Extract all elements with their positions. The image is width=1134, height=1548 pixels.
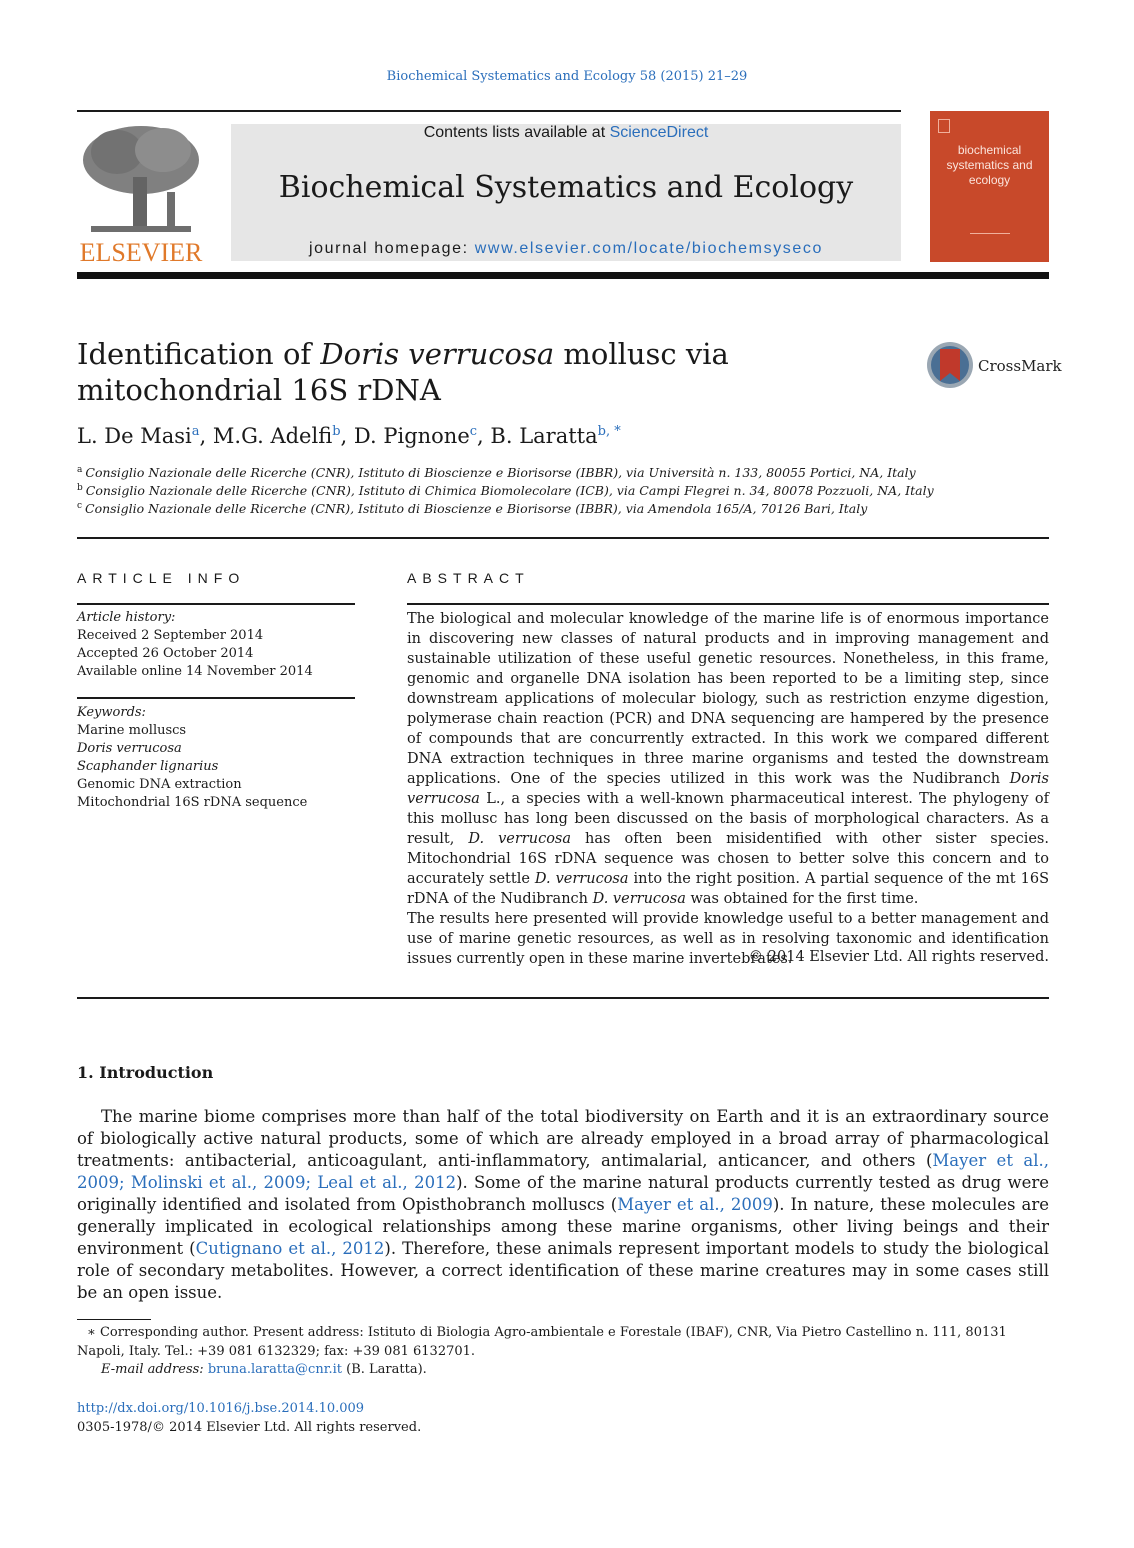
article-history	[77, 609, 355, 681]
history-label: Article history:	[77, 610, 176, 625]
accepted-date: Accepted 26 October 2014	[77, 646, 254, 661]
affiliation: $^b$ Consiglio Nazionale delle Ricerche (CNR), Istituto di Chimica Biomolecolare (ICB), via Campi Flegrei n. 34, 80078 Pozzuoli, NA, Italy	[77, 483, 934, 499]
cover-logo-icon	[938, 119, 950, 133]
keyword: Mitochondrial 16S rDNA sequence	[77, 795, 308, 810]
keywords-rule	[77, 697, 355, 699]
author-affil-mark[interactable]: b	[332, 424, 341, 439]
issn-line: 0305-1978/© 2014 Elsevier Ltd. All rights reserved.	[77, 1419, 422, 1435]
corresponding-author-note: ∗ Corresponding author. Present address: Istituto di Biologia Agro-ambientale e Forestale (IBAF), CNR, Via Pietro Castellino n. 111, 80131 Napoli, Italy. Tel.: +39 081 6132329; fax: +39 081 6132701.	[77, 1325, 1007, 1359]
keyword: Marine molluscs	[77, 723, 187, 738]
keywords-label: Keywords:	[77, 705, 146, 720]
crossmark-icon	[926, 341, 974, 389]
keyword: Genomic DNA extraction	[77, 777, 242, 792]
crossmark-label: CrossMark	[978, 357, 1062, 375]
publisher-logo-text: ELSEVIER	[79, 238, 203, 267]
author-affil-mark[interactable]: a	[191, 424, 200, 439]
crossmark-button[interactable]	[926, 341, 1062, 391]
intro-paragraph: The marine biome comprises more than half of the total biodiversity on Earth and it is an extraordinary source of biologically active natural products, some of which are already employed in a broad array of pharmacological treatments: antibacterial, anticoagulant, anti-inflammatory, antimalarial, anticancer, and others (Mayer et al., 2009; Molinski et al., 2009; Leal et al., 2012). Some of the marine natural products currently tested as drug were originally identified and isolated from Opisthobranch molluscs (Mayer et al., 2009). In nature, these molecules are generally implicated in ecological relationships among these marine organisms, other living beings and their environment (Cutignano et al., 2012). Therefore, these animals represent important models to study the biological role of secondary metabolites. However, a correct identification of these marine creatures may in some cases still be an open issue.	[77, 1107, 1050, 1302]
citation-link[interactable]: Mayer et al., 2009	[617, 1195, 773, 1214]
sciencedirect-link[interactable]: ScienceDirect	[609, 124, 709, 141]
author-affil-mark[interactable]: b, *	[597, 424, 621, 439]
intro-heading: 1. Introduction	[77, 1063, 214, 1082]
cover-title: biochemical systematics and ecology	[946, 143, 1033, 187]
footnote	[77, 1324, 1049, 1380]
header-rule	[77, 110, 901, 112]
affiliation: $^c$ Consiglio Nazionale delle Ricerche (CNR), Istituto di Bioscienze e Biorisorse (IBBR), via Amendola 165/A, 70126 Bari, Italy	[77, 501, 868, 517]
keyword: Doris verrucosa	[77, 741, 182, 756]
abstract-rule	[407, 603, 1049, 605]
online-date: Available online 14 November 2014	[77, 664, 313, 679]
doi-block	[77, 1400, 421, 1437]
citation-link[interactable]: Mayer et al., 2009; Molinski et al., 2009; Leal et al., 2012	[77, 1151, 1049, 1192]
abstract-paragraph: The results here presented will provide knowledge useful to a better management and use of marine genetic resources, as well as in resolving taxonomic and identification issues currently open in these marine invertebrates.	[407, 911, 1049, 967]
keyword: Scaphander lignarius	[77, 759, 219, 774]
email-line: E-mail address: bruna.laratta@cnr.it (B. Laratta).	[101, 1362, 427, 1377]
doi-link[interactable]: http://dx.doi.org/10.1016/j.bse.2014.10.009	[77, 1401, 365, 1416]
citation-link[interactable]: Cutignano et al., 2012	[195, 1239, 385, 1258]
homepage-line	[231, 240, 901, 258]
journal-cover[interactable]	[930, 111, 1049, 262]
section-rule	[77, 537, 1049, 539]
keywords	[77, 704, 355, 812]
footnote-rule	[77, 1319, 151, 1320]
article-info-heading: ARTICLE INFO	[77, 570, 246, 586]
abstract-body	[407, 609, 1049, 969]
article-info-rule	[77, 603, 355, 605]
contents-prefix: Contents lists available at	[423, 124, 610, 141]
author-name[interactable]: D. Pignone	[353, 424, 470, 448]
paper-title: Identification of Doris verrucosa mollusc via mitochondrial 16S rDNA	[77, 337, 729, 407]
section-rule	[77, 997, 1049, 999]
homepage-link[interactable]: www.elsevier.com/locate/biochemsyseco	[474, 240, 823, 257]
author-list: L. De Masi$^a$, M.G. Adelfi$^b$, D. Pignone$^c$, B. Laratta$^{b, *}$	[77, 424, 621, 448]
email-link[interactable]: bruna.laratta@cnr.it	[207, 1362, 343, 1377]
journal-citation[interactable]: Biochemical Systematics and Ecology 58 (2015) 21–29	[386, 69, 748, 84]
abstract-copyright: © 2014 Elsevier Ltd. All rights reserved.	[748, 949, 1049, 965]
abstract-paragraph: The biological and molecular knowledge of the marine life is of enormous importance in discovering new classes of natural products and in improving management and sustainable utilization of these useful genetic resources. Nonetheless, in this frame, genomic and organelle DNA isolation has been reported to be a limiting step, since downstream applications of molecular biology, such as restriction enzyme digestion, polymerase chain reaction (PCR) and DNA sequencing are hampered by the presence of compounds that are concurrently extracted. In this work we compared different DNA extraction techniques in three marine organisms and tested the downstream applications. One of the species utilized in this work was the Nudibranch Doris verrucosa L., a species with a well-known pharmaceutical interest. The phylogeny of this mollusc has long been discussed on the basis of morphological characters. As a result, D. verrucosa has often been misidentified with other sister species. Mitochondrial 16S rDNA sequence was chosen to better solve this concern and to accurately settle D. verrucosa into the right position. A partial sequence of the mt 16S rDNA of the Nudibranch D. verrucosa was obtained for the first time.	[407, 611, 1050, 907]
homepage-prefix: journal homepage:	[308, 240, 475, 257]
affiliation: $^a$ Consiglio Nazionale delle Ricerche (CNR), Istituto di Bioscienze e Biorisorse (IBBR), via Università n. 133, 80055 Portici, NA, Italy	[77, 465, 916, 481]
cover-footer-icon	[970, 233, 1010, 242]
author-affil-mark[interactable]: c	[469, 424, 478, 439]
journal-name: Biochemical Systematics and Ecology	[278, 170, 854, 205]
author-name[interactable]: L. De Masi	[77, 424, 192, 448]
header-thick-rule	[77, 272, 1049, 279]
contents-line	[231, 124, 901, 142]
author-name[interactable]: B. Laratta	[490, 424, 598, 448]
received-date: Received 2 September 2014	[77, 628, 264, 643]
author-name[interactable]: M.G. Adelfi	[212, 424, 333, 448]
abstract-heading: ABSTRACT	[407, 570, 530, 586]
elsevier-logo	[77, 122, 205, 267]
